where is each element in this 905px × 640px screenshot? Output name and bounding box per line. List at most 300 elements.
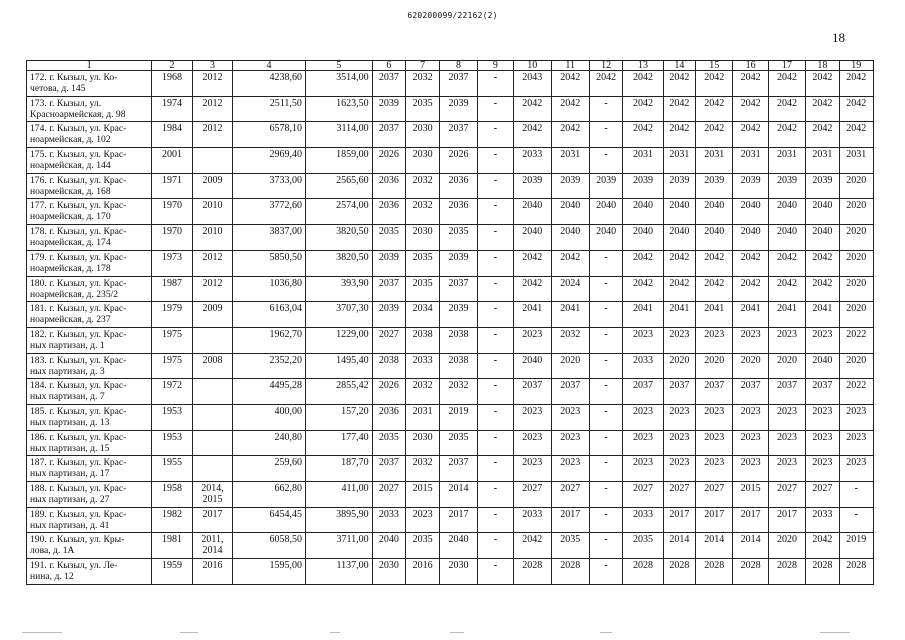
cell-col-11: 2032 [551, 327, 589, 353]
cell-col-6: 2036 [372, 173, 405, 199]
column-header-10: 10 [514, 61, 551, 71]
cell-col-8: 2037 [440, 71, 477, 97]
cell-col-7: 2035 [405, 250, 439, 276]
cell-col-8: 2030 [440, 559, 477, 585]
cell-col-8: 2019 [440, 404, 477, 430]
cell-col-18: 2033 [806, 507, 839, 533]
cell-col-12: - [589, 482, 622, 508]
cell-col-5: 1495,40 [305, 353, 372, 379]
repair-years-cell [192, 327, 232, 353]
cell-col-2: 1973 [152, 250, 192, 276]
cell-col-8: 2039 [440, 96, 477, 122]
cell-col-15: 2017 [696, 507, 733, 533]
repair-year: 2012 [202, 72, 223, 83]
cell-col-16: 2042 [733, 71, 768, 97]
address-cell [27, 250, 152, 276]
cell-col-7: 2030 [405, 148, 439, 174]
cell-col-17: 2020 [768, 533, 805, 559]
cell-col-11: 2040 [551, 225, 589, 251]
cell-col-2: 1972 [152, 379, 192, 405]
repair-years-cell [192, 225, 232, 251]
address-cell [27, 96, 152, 122]
cell-col-12: - [589, 559, 622, 585]
cell-col-16: 2028 [733, 559, 768, 585]
address-line: 184. г. Кызыл, ул. Крас- [30, 380, 127, 392]
cell-col-6: 2035 [372, 430, 405, 456]
repair-year: 2016 [202, 560, 223, 572]
cell-col-9: - [477, 456, 513, 482]
cell-col-14: 2017 [663, 507, 695, 533]
cell-col-19: 2023 [839, 456, 874, 482]
address-cell [27, 71, 152, 97]
cell-col-16: 2042 [733, 276, 768, 302]
cell-col-6: 2037 [372, 122, 405, 148]
cell-col-7: 2038 [405, 327, 439, 353]
cell-col-9: - [477, 353, 513, 379]
cell-col-19: - [839, 507, 874, 533]
cell-col-10: 2043 [514, 71, 551, 97]
address-line: ноармейская, д. 144 [30, 160, 111, 172]
cell-col-9: - [477, 148, 513, 174]
repair-year: 2008 [202, 354, 223, 366]
cell-col-14: 2027 [663, 482, 695, 508]
cell-col-6: 2038 [372, 353, 405, 379]
cell-col-18: 2031 [806, 148, 839, 174]
cell-col-11: 2020 [551, 353, 589, 379]
cell-col-15: 2020 [696, 353, 733, 379]
cell-col-16: 2040 [733, 225, 768, 251]
cell-col-15: 2031 [696, 148, 733, 174]
repair-year: 2014 [202, 545, 223, 557]
cell-col-5: 2574,00 [305, 199, 372, 225]
table-row [27, 250, 874, 276]
cell-col-15: 2042 [696, 276, 733, 302]
repair-year: 2014, [201, 483, 224, 494]
cell-col-19: 2042 [839, 96, 874, 122]
cell-col-17: 2023 [768, 327, 805, 353]
cell-col-11: 2041 [551, 302, 589, 328]
table-row [27, 148, 874, 174]
cell-col-17: 2040 [768, 225, 805, 251]
cell-col-4: 240,80 [233, 430, 306, 456]
table-row [27, 533, 874, 559]
table-row [27, 456, 874, 482]
cell-col-5: 3711,00 [305, 533, 372, 559]
cell-col-5: 3820,50 [305, 250, 372, 276]
cell-col-12: 2039 [589, 173, 622, 199]
cell-col-12: 2040 [589, 225, 622, 251]
cell-col-11: 2023 [551, 430, 589, 456]
cell-col-10: 2037 [514, 379, 551, 405]
cell-col-13: 2023 [623, 404, 663, 430]
cell-col-17: 2039 [768, 173, 805, 199]
column-header-1: 1 [27, 61, 152, 71]
cell-col-10: 2040 [514, 199, 551, 225]
cell-col-9: - [477, 96, 513, 122]
address-line: 190. г. Кызыл, ул. Кры- [30, 534, 125, 546]
table-row [27, 122, 874, 148]
table-row [27, 404, 874, 430]
cell-col-14: 2040 [663, 199, 695, 225]
cell-col-16: 2023 [733, 327, 768, 353]
cell-col-10: 2040 [514, 353, 551, 379]
page-number: 18 [832, 30, 845, 45]
cell-col-18: 2039 [806, 173, 839, 199]
column-header-2: 2 [152, 61, 192, 71]
address-line: 177. г. Кызыл, ул. Крас- [30, 200, 127, 212]
cell-col-4: 400,00 [233, 404, 306, 430]
address-line: ных партизан, д. 41 [30, 519, 110, 531]
cell-col-12: - [589, 404, 622, 430]
cell-col-12: - [589, 327, 622, 353]
cell-col-19: 2031 [839, 148, 874, 174]
repair-years-cell [192, 379, 232, 405]
cell-col-5: 1229,00 [305, 327, 372, 353]
address-line: ноармейская, д. 235/2 [30, 288, 119, 300]
cell-col-4: 662,80 [233, 482, 306, 508]
cell-col-13: 2042 [623, 96, 663, 122]
cell-col-8: 2038 [440, 327, 477, 353]
cell-col-18: 2027 [806, 482, 839, 508]
cell-col-17: 2028 [768, 559, 805, 585]
table-row [27, 559, 874, 585]
cell-col-4: 3772,60 [233, 199, 306, 225]
table-row [27, 302, 874, 328]
address-cell [27, 225, 152, 251]
cell-col-13: 2027 [623, 482, 663, 508]
cell-col-11: 2027 [551, 482, 589, 508]
cell-col-2: 1971 [152, 173, 192, 199]
cell-col-13: 2033 [623, 507, 663, 533]
table-row [27, 379, 874, 405]
address-line: ных партизан, д. 15 [30, 442, 110, 454]
cell-col-13: 2042 [623, 276, 663, 302]
cell-col-9: - [477, 404, 513, 430]
cell-col-16: 2017 [733, 507, 768, 533]
cell-col-10: 2023 [514, 430, 551, 456]
cell-col-19: 2020 [839, 250, 874, 276]
cell-col-4: 1595,00 [233, 559, 306, 585]
cell-col-17: 2042 [768, 122, 805, 148]
cell-col-17: 2023 [768, 456, 805, 482]
cell-col-18: 2023 [806, 404, 839, 430]
table-row [27, 71, 874, 97]
address-line: 183. г. Кызыл, ул. Крас- [30, 354, 127, 366]
cell-col-13: 2042 [623, 122, 663, 148]
cell-col-7: 2032 [405, 379, 439, 405]
column-header-19: 19 [839, 61, 874, 71]
cell-col-7: 2032 [405, 173, 439, 199]
address-line: ных партизан, д. 13 [30, 416, 110, 428]
address-line: 180. г. Кызыл, ул. Крас- [30, 277, 127, 289]
address-line: ных партизан, д. 7 [30, 391, 105, 403]
cell-col-5: 1137,00 [305, 559, 372, 585]
address-cell [27, 456, 152, 482]
cell-col-8: 2017 [440, 507, 477, 533]
cell-col-17: 2027 [768, 482, 805, 508]
cell-col-8: 2035 [440, 225, 477, 251]
cell-col-7: 2030 [405, 225, 439, 251]
cell-col-5: 1859,00 [305, 148, 372, 174]
cell-col-2: 1982 [152, 507, 192, 533]
column-header-14: 14 [663, 61, 695, 71]
column-header-9: 9 [477, 61, 513, 71]
cell-col-2: 1955 [152, 456, 192, 482]
cell-col-19: 2020 [839, 353, 874, 379]
cell-col-8: 2039 [440, 250, 477, 276]
cell-col-6: 2030 [372, 559, 405, 585]
cell-col-18: 2037 [806, 379, 839, 405]
cell-col-14: 2039 [663, 173, 695, 199]
repair-years-cell [192, 533, 232, 559]
cell-col-19: 2022 [839, 327, 874, 353]
cell-col-14: 2023 [663, 456, 695, 482]
cell-col-18: 2040 [806, 225, 839, 251]
cell-col-6: 2037 [372, 71, 405, 97]
address-line: ноармейская, д. 102 [30, 134, 111, 146]
cell-col-18: 2023 [806, 327, 839, 353]
cell-col-10: 2042 [514, 250, 551, 276]
cell-col-18: 2028 [806, 559, 839, 585]
cell-col-4: 2969,40 [233, 148, 306, 174]
address-cell [27, 122, 152, 148]
cell-col-19: 2020 [839, 199, 874, 225]
cell-col-15: 2023 [696, 327, 733, 353]
cell-col-16: 2023 [733, 456, 768, 482]
address-line: ноармейская, д. 174 [30, 237, 111, 249]
cell-col-2: 1974 [152, 96, 192, 122]
cell-col-9: - [477, 482, 513, 508]
address-line: 182. г. Кызыл, ул. Крас- [30, 328, 127, 340]
cell-col-17: 2042 [768, 96, 805, 122]
cell-col-14: 2040 [663, 225, 695, 251]
cell-col-7: 2032 [405, 71, 439, 97]
cell-col-12: - [589, 96, 622, 122]
cell-col-10: 2023 [514, 404, 551, 430]
cell-col-13: 2031 [623, 148, 663, 174]
column-header-13: 13 [623, 61, 663, 71]
cell-col-11: 2031 [551, 148, 589, 174]
cell-col-16: 2023 [733, 430, 768, 456]
cell-col-14: 2037 [663, 379, 695, 405]
cell-col-4: 2352,20 [233, 353, 306, 379]
address-cell [27, 302, 152, 328]
address-line: 189. г. Кызыл, ул. Крас- [30, 508, 127, 520]
cell-col-4: 259,60 [233, 456, 306, 482]
cell-col-15: 2042 [696, 250, 733, 276]
cell-col-6: 2037 [372, 276, 405, 302]
table-row [27, 96, 874, 122]
cell-col-5: 3514,00 [305, 71, 372, 97]
cell-col-17: 2023 [768, 430, 805, 456]
address-line: ноармейская, д. 170 [30, 211, 111, 223]
cell-col-15: 2027 [696, 482, 733, 508]
cell-col-10: 2040 [514, 225, 551, 251]
cell-col-13: 2042 [623, 250, 663, 276]
cell-col-6: 2037 [372, 456, 405, 482]
cell-col-11: 2035 [551, 533, 589, 559]
cell-col-9: - [477, 250, 513, 276]
cell-col-8: 2039 [440, 302, 477, 328]
cell-col-10: 2027 [514, 482, 551, 508]
cell-col-15: 2023 [696, 430, 733, 456]
cell-col-7: 2031 [405, 404, 439, 430]
cell-col-13: 2023 [623, 456, 663, 482]
cell-col-19: 2028 [839, 559, 874, 585]
cell-col-6: 2027 [372, 327, 405, 353]
cell-col-18: 2023 [806, 456, 839, 482]
cell-col-15: 2037 [696, 379, 733, 405]
repair-years-cell [192, 559, 232, 585]
cell-col-12: - [589, 507, 622, 533]
document-id: 620200099/22162(2) [407, 11, 498, 20]
column-header-6: 6 [372, 61, 405, 71]
cell-col-12: - [589, 276, 622, 302]
address-line: 186. г. Кызыл, ул. Крас- [30, 431, 127, 443]
cell-col-19: 2042 [839, 122, 874, 148]
cell-col-4: 1962,70 [233, 327, 306, 353]
address-line: Красноармейская, д. 98 [30, 108, 126, 120]
cell-col-17: 2031 [768, 148, 805, 174]
cell-col-12: - [589, 379, 622, 405]
address-line: ных партизан, д. 3 [30, 365, 105, 377]
cell-col-10: 2042 [514, 122, 551, 148]
address-cell [27, 327, 152, 353]
cell-col-12: - [589, 533, 622, 559]
cell-col-12: - [589, 456, 622, 482]
cell-col-13: 2042 [623, 71, 663, 97]
cell-col-11: 2039 [551, 173, 589, 199]
repair-year: 2011, [201, 534, 224, 546]
cell-col-11: 2042 [551, 71, 589, 97]
cell-col-19: 2019 [839, 533, 874, 559]
cell-col-14: 2041 [663, 302, 695, 328]
cell-col-13: 2037 [623, 379, 663, 405]
cell-col-14: 2028 [663, 559, 695, 585]
cell-col-4: 1036,80 [233, 276, 306, 302]
address-line: 172. г. Кызыл, ул. Ко- [30, 72, 118, 83]
cell-col-15: 2028 [696, 559, 733, 585]
cell-col-19: 2020 [839, 173, 874, 199]
cell-col-11: 2037 [551, 379, 589, 405]
cell-col-11: 2023 [551, 456, 589, 482]
address-line: 174. г. Кызыл, ул. Крас- [30, 123, 127, 135]
repair-years-cell [192, 302, 232, 328]
cell-col-5: 2855,42 [305, 379, 372, 405]
address-cell [27, 379, 152, 405]
column-header-11: 11 [551, 61, 589, 71]
cell-col-12: 2040 [589, 199, 622, 225]
table-row [27, 173, 874, 199]
repair-years-cell [192, 96, 232, 122]
cell-col-13: 2041 [623, 302, 663, 328]
cell-col-15: 2041 [696, 302, 733, 328]
cell-col-6: 2027 [372, 482, 405, 508]
cell-col-9: - [477, 430, 513, 456]
address-cell [27, 353, 152, 379]
cell-col-6: 2026 [372, 379, 405, 405]
repair-years-cell [192, 276, 232, 302]
cell-col-7: 2016 [405, 559, 439, 585]
cell-col-13: 2039 [623, 173, 663, 199]
cell-col-16: 2039 [733, 173, 768, 199]
cell-col-19: 2020 [839, 276, 874, 302]
cell-col-16: 2040 [733, 199, 768, 225]
cell-col-7: 2033 [405, 353, 439, 379]
cell-col-9: - [477, 507, 513, 533]
cell-col-15: 2023 [696, 404, 733, 430]
cell-col-18: 2042 [806, 122, 839, 148]
repair-years-cell [192, 71, 232, 97]
cell-col-13: 2033 [623, 353, 663, 379]
cell-col-14: 2042 [663, 276, 695, 302]
cell-col-19: 2023 [839, 430, 874, 456]
address-line: 175. г. Кызыл, ул. Крас- [30, 149, 127, 161]
cell-col-12: - [589, 430, 622, 456]
repair-years-cell [192, 250, 232, 276]
cell-col-9: - [477, 199, 513, 225]
cell-col-13: 2023 [623, 327, 663, 353]
cell-col-15: 2042 [696, 96, 733, 122]
cell-col-19: 2042 [839, 71, 874, 97]
cell-col-4: 3837,00 [233, 225, 306, 251]
cell-col-15: 2023 [696, 456, 733, 482]
address-line: ных партизан, д. 1 [30, 339, 105, 351]
cell-col-14: 2042 [663, 250, 695, 276]
cell-col-2: 1975 [152, 327, 192, 353]
cell-col-11: 2017 [551, 507, 589, 533]
address-line: 185. г. Кызыл, ул. Крас- [30, 405, 127, 417]
cell-col-10: 2039 [514, 173, 551, 199]
cell-col-14: 2031 [663, 148, 695, 174]
cell-col-10: 2041 [514, 302, 551, 328]
repair-year: 2009 [202, 174, 223, 186]
cell-col-8: 2040 [440, 533, 477, 559]
cell-col-2: 1981 [152, 533, 192, 559]
address-line: четова, д. 145 [30, 83, 86, 94]
cell-col-17: 2042 [768, 276, 805, 302]
cell-col-9: - [477, 327, 513, 353]
cell-col-13: 2040 [623, 225, 663, 251]
repair-year: 2012 [202, 123, 223, 135]
cell-col-7: 2035 [405, 276, 439, 302]
cell-col-16: 2042 [733, 96, 768, 122]
address-line: 176. г. Кызыл, ул. Крас- [30, 174, 127, 186]
cell-col-13: 2028 [623, 559, 663, 585]
cell-col-2: 1959 [152, 559, 192, 585]
column-header-15: 15 [696, 61, 733, 71]
cell-col-14: 2023 [663, 327, 695, 353]
table-row [27, 430, 874, 456]
repair-years-cell [192, 456, 232, 482]
cell-col-8: 2032 [440, 379, 477, 405]
cell-col-6: 2039 [372, 302, 405, 328]
repair-year: 2017 [202, 508, 223, 520]
cell-col-9: - [477, 302, 513, 328]
address-cell [27, 404, 152, 430]
column-header-16: 16 [733, 61, 768, 71]
address-cell [27, 430, 152, 456]
cell-col-7: 2034 [405, 302, 439, 328]
column-header-8: 8 [440, 61, 477, 71]
cell-col-14: 2042 [663, 96, 695, 122]
address-line: 191. г. Кызыл, ул. Ле- [30, 560, 118, 572]
cell-col-18: 2042 [806, 96, 839, 122]
table-row [27, 353, 874, 379]
repair-years-cell [192, 404, 232, 430]
cell-col-8: 2037 [440, 276, 477, 302]
cell-col-17: 2041 [768, 302, 805, 328]
